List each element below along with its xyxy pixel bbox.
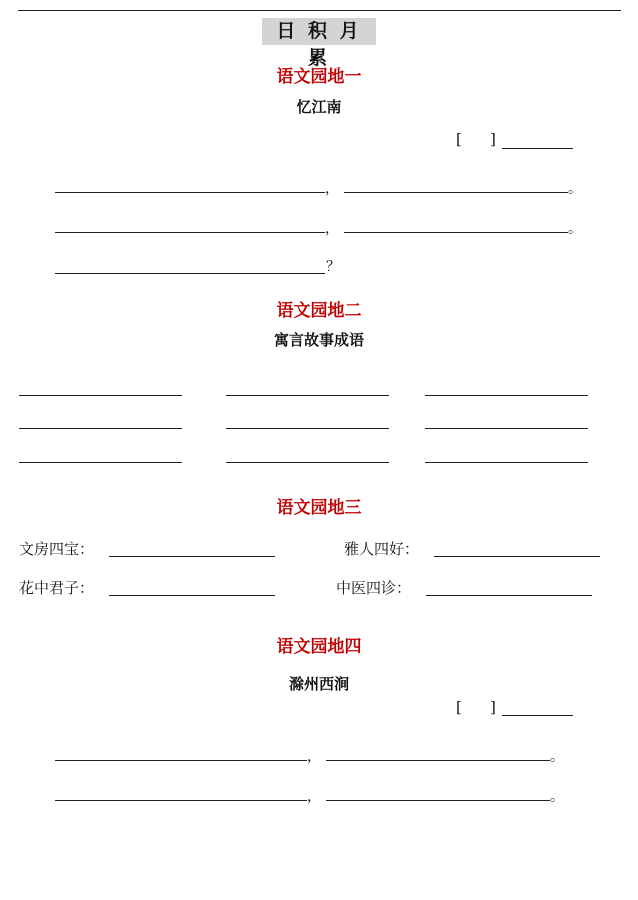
section1-line1-period: 。	[568, 181, 582, 197]
section1-line2-comma: ，	[325, 221, 339, 237]
section1-line1-comma: ，	[325, 181, 339, 197]
section4-poem-title: 滁州西涧	[288, 675, 349, 693]
section1-line3-blank[interactable]	[55, 273, 325, 274]
label-wenfang-sibao: 文房四宝：	[19, 540, 95, 558]
section4-line2-period: 。	[550, 789, 564, 805]
section1-line3-question: ？	[326, 259, 340, 275]
blank-yaren-sihao[interactable]	[434, 556, 600, 557]
label-zhongyi-sizhen: 中医四诊：	[336, 579, 412, 597]
section1-poem-title: 忆江南	[296, 98, 342, 116]
section4-line1-blank-a[interactable]	[55, 760, 307, 761]
section4-author-bracket-open: [	[456, 698, 462, 716]
idiom-blank-r3-c3[interactable]	[425, 462, 588, 463]
section1-line1-blank-a[interactable]	[55, 192, 325, 193]
idiom-blank-r3-c1[interactable]	[19, 462, 182, 463]
idiom-blank-r3-c2[interactable]	[226, 462, 389, 463]
section1-title: 语文园地一	[276, 67, 362, 87]
section2-subtitle: 寓言故事成语	[273, 331, 364, 349]
blank-wenfang-sibao[interactable]	[109, 556, 275, 557]
section3-title: 语文园地三	[276, 498, 362, 518]
section4-author-bracket-close: ]	[490, 698, 496, 716]
section1-line2-blank-b[interactable]	[344, 232, 568, 233]
section1-line1-blank-b[interactable]	[344, 192, 568, 193]
top-rule	[18, 10, 621, 11]
section4-line2-blank-a[interactable]	[55, 800, 307, 801]
section4-author-blank[interactable]	[502, 715, 573, 716]
label-huazhong-junzi: 花中君子：	[19, 579, 95, 597]
blank-zhongyi-sizhen[interactable]	[426, 595, 592, 596]
idiom-blank-r1-c1[interactable]	[19, 395, 182, 396]
section1-author-bracket-close: ]	[490, 130, 496, 148]
section4-line1-blank-b[interactable]	[326, 760, 550, 761]
section4-line2-blank-b[interactable]	[326, 800, 550, 801]
idiom-blank-r2-c3[interactable]	[425, 428, 588, 429]
label-yaren-sihao: 雅人四好：	[344, 540, 420, 558]
section4-line1-period: 。	[550, 749, 564, 765]
section4-line2-comma: ，	[307, 789, 321, 805]
section1-author-blank[interactable]	[502, 148, 573, 149]
section1-line2-blank-a[interactable]	[55, 232, 325, 233]
section4-line1-comma: ，	[307, 749, 321, 765]
idiom-blank-r2-c1[interactable]	[19, 428, 182, 429]
section1-line2-period: 。	[568, 221, 582, 237]
section2-title: 语文园地二	[276, 301, 362, 321]
blank-huazhong-junzi[interactable]	[109, 595, 275, 596]
page-title: 日 积 月 累	[262, 18, 376, 45]
section1-author-bracket-open: [	[456, 130, 462, 148]
idiom-blank-r1-c2[interactable]	[226, 395, 389, 396]
idiom-blank-r1-c3[interactable]	[425, 395, 588, 396]
section4-title: 语文园地四	[276, 637, 362, 657]
idiom-blank-r2-c2[interactable]	[226, 428, 389, 429]
